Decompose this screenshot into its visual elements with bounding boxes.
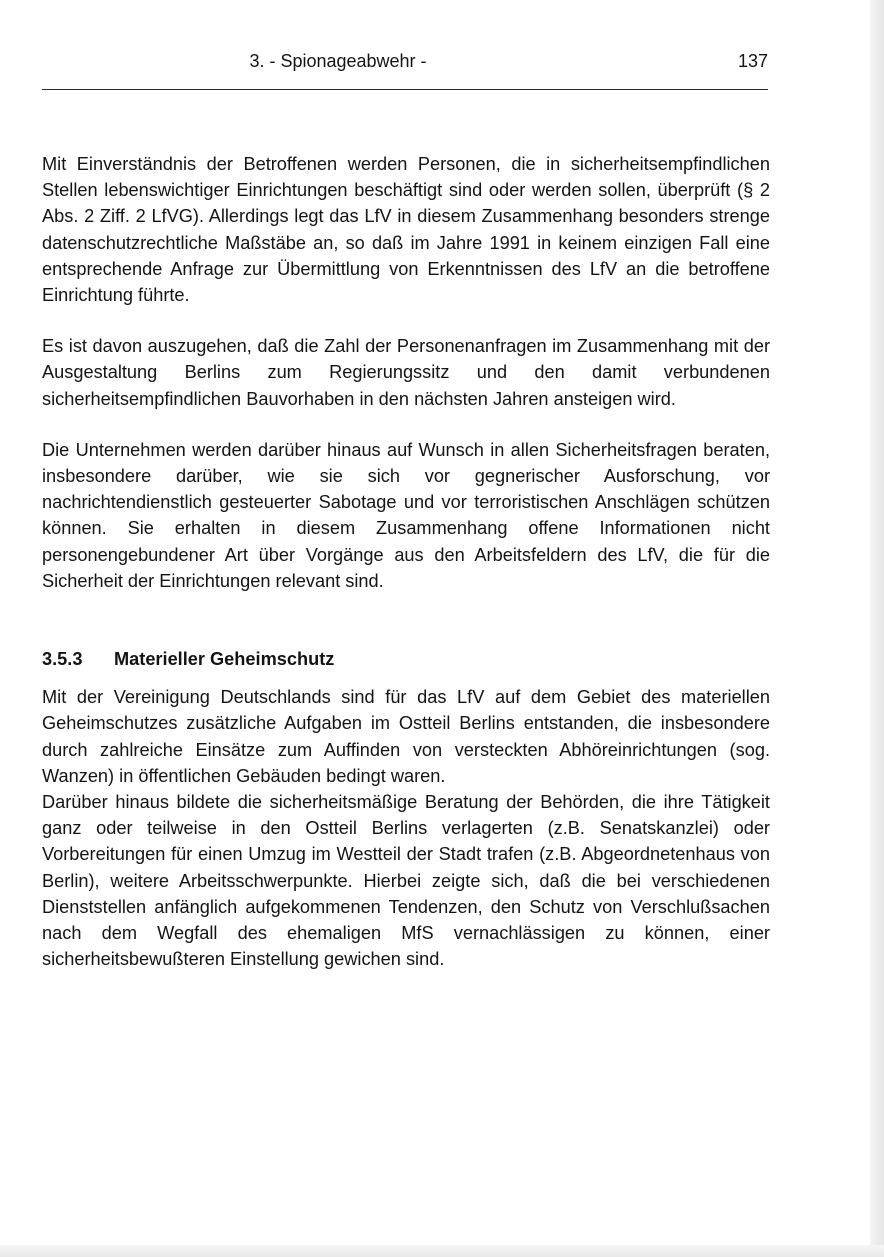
paragraph-authority-advice: Darüber hinaus bildete die sicherheitsmäßige Beratung der Behörden, die ihre Tätigkeit ganz oder teilweise in den Ostteil Berlins verlagerten (z.B. Senatskanzlei) oder Vorbereitungen für einen Umzug im Westteil der Stadt trafen (z.B. Abgeordnetenhaus von Berlin), weitere Arbeitsschwerpunkte. Hierbei zeigte sich, daß die bei verschiedenen Dienststellen anfänglich aufgekommenen Tendenzen, den Schutz von Verschlußsachen nach dem Wegfall des ehemaligen MfS vernachlässigen zu können, einer sicherheitsbewußteren Einstellung gewichen sind. xyxy=(42,792,770,970)
section-title: Materieller Geheimschutz xyxy=(114,649,335,670)
section-number: 3.5.3 xyxy=(42,649,83,670)
section-gap xyxy=(42,594,770,646)
page-body xyxy=(42,151,770,972)
paragraph-security-checks: Mit Einverständnis der Betroffenen werden Personen, die in sicherheitsempfindlichen Stellen lebenswichtiger Einrichtungen beschäftigt sind oder werden sollen, überprüft (§ 2 Abs. 2 Ziff. 2 LfVG). Allerdings legt das LfV in diesem Zusammenhang besonders strenge datenschutzrechtliche Maßstäbe an, so daß im Jahre 1991 in keinem einzigen Fall eine entsprechende Anfrage zur Übermittlung von Erkenntnissen des LfV an die betroffene Einrichtung führte. xyxy=(42,154,770,306)
heading-gap xyxy=(42,672,770,684)
paragraph-company-advice: Die Unternehmen werden darüber hinaus auf Wunsch in allen Sicherheitsfragen beraten, insbesondere darüber, wie sie sich vor gegnerischer Ausforschung, vor nachrichtendienstlich gesteuerter Sabotage und vor terroristischen Anschlägen schützen können. Sie erhalten in diesem Zusammenhang offene Informationen nicht personengebundener Art über Vorgänge aus den Arbeitsfeldern des LfV, die für die Sicherheit der Einrichtungen relevant sind. xyxy=(42,439,770,591)
page-edge-shadow-bottom xyxy=(0,1245,884,1257)
running-title: 3. - Spionageabwehr - xyxy=(249,51,427,71)
section-heading xyxy=(42,646,770,672)
paragraph-gap xyxy=(42,308,770,333)
header-rule xyxy=(42,89,768,90)
page-number: 137 xyxy=(737,51,768,71)
paragraph-gap xyxy=(42,412,770,437)
page-header xyxy=(42,48,768,74)
paragraph-person-inquiries: Es ist davon auszugehen, daß die Zahl der Personenanfragen im Zusammenhang mit der Ausgestaltung Berlins zum Regierungssitz und den damit verbundenen sicherheitsempfindlichen Bauvorhaben in den nächsten Jahren ansteigen wird. xyxy=(42,336,770,409)
page-edge-shadow-right xyxy=(870,0,884,1257)
paragraph-material-protection: Mit der Vereinigung Deutschlands sind für das LfV auf dem Gebiet des materiellen Geheimschutzes zusätzliche Aufgaben im Ostteil Berlins entstanden, die insbesondere durch zahlreiche Einsätze zum Auffinden von versteckten Abhöreinrichtungen (sog. Wanzen) in öffentlichen Gebäuden bedingt waren. xyxy=(42,687,770,786)
